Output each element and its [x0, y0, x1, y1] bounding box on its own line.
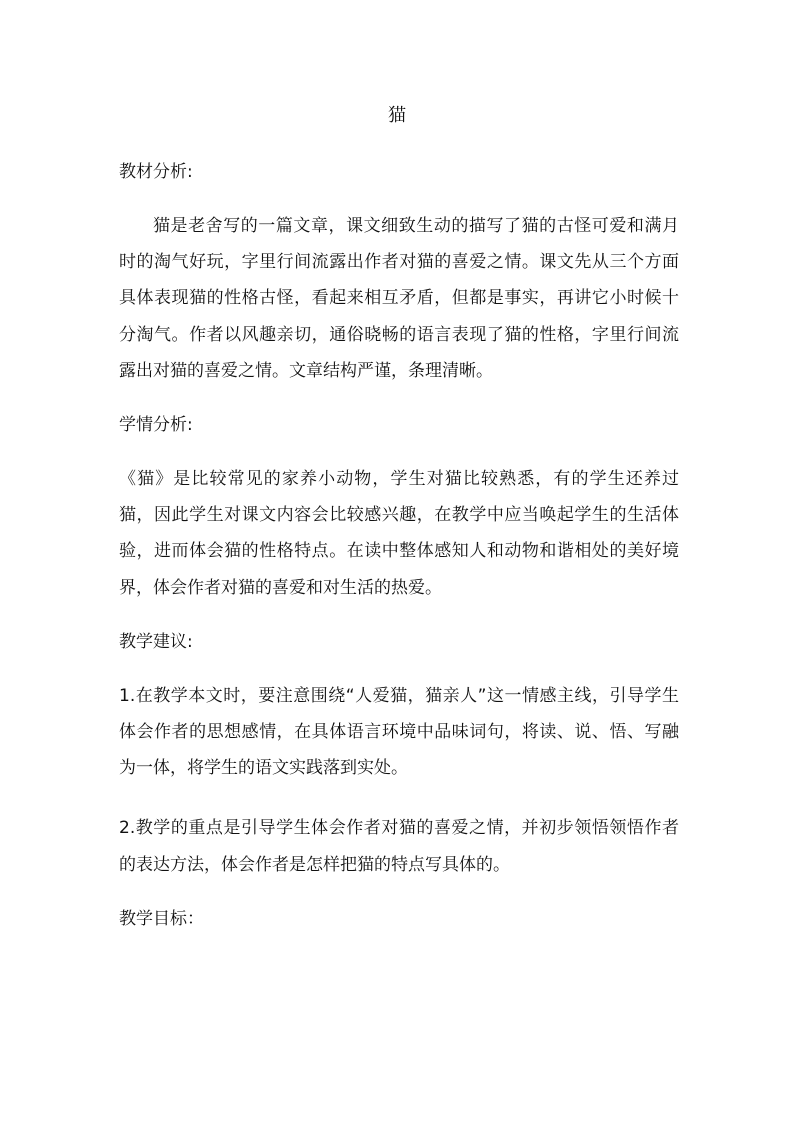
- document-body: [119, 160, 679, 955]
- section-heading-teaching-suggestions: 教学建议:: [119, 631, 193, 652]
- textbook-analysis-paragraph: 猫是老舍写的一篇文章，课文细致生动的描写了猫的古怪可爱和满月时的淘气好玩，字里行间流露出作者对猫的喜爱之情。课文先从三个方面具体表现猫的性格古怪，看起来相互矛盾，但都是事实，再讲它小时候十分淘气。作者以风趣亲切，通俗晓畅的语言表现了猫的性格，字里行间流露出对猫的喜爱之情。文章结构严谨，条理清晰。: [119, 216, 679, 381]
- section-heading-textbook-analysis: 教材分析:: [119, 162, 193, 182]
- section-heading-teaching-objectives: 教学目标：: [119, 908, 204, 929]
- student-analysis-paragraph: 《猫》是比较常见的家养小动物，学生对猫比较熟悉，有的学生还养过猫，因此学生对课文内容会比较感兴趣，在教学中应当唤起学生的生活体验，进而体会猫的性格特点。在读中整体感知人和动物和谐相处的美好境界，体会作者对猫的喜爱和对生活的热爱。: [119, 469, 679, 598]
- teaching-suggestion-2: 2.教学的重点是引导学生体会作者对猫的喜爱之情，并初步领悟领悟作者的表达方法，体会作者是怎样把猫的特点写具体的。: [119, 818, 679, 875]
- document-title: 猫: [388, 105, 406, 126]
- section-heading-student-analysis: 学情分析:: [119, 415, 193, 436]
- teaching-suggestion-1: 1.在教学本文时，要注意围绕“人爱猫，猫亲人”这一情感主线，引导学生体会作者的思想感情，在具体语言环境中品味词句，将读、说、悟、写融为一体，将学生的语文实践落到实处。: [119, 685, 679, 779]
